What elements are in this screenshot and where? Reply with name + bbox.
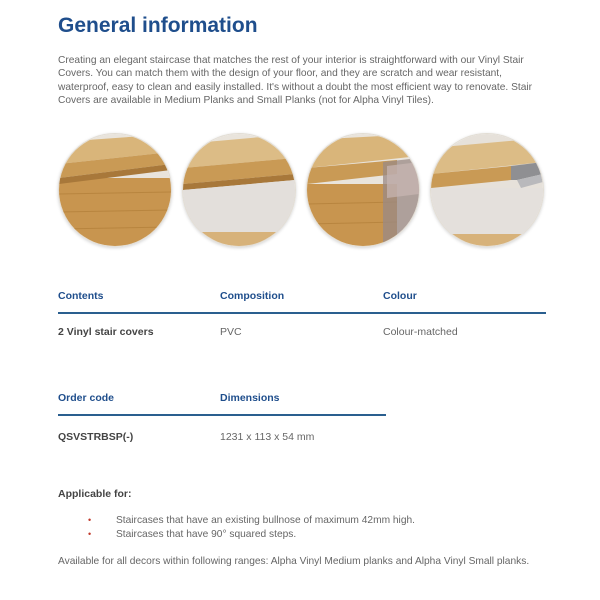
contents-table-divider — [58, 312, 546, 314]
list-item — [58, 514, 415, 528]
intro-paragraph: Creating an elegant staircase that matches the rest of your interior is straightforward with our Vinyl Stair Covers. You can match them with the design of your floor, and they are scratch and wear resistant, waterproof, easy to clean and easily installed. It's without a doubt the most efficient way to renovate. Stair Covers are available in Medium Planks and Small Planks (not for Alpha Vinyl Tiles). — [58, 55, 533, 107]
list-item-text: Staircases that have an existing bullnose of maximum 42mm high. — [116, 515, 415, 526]
stair-photo-row — [58, 133, 548, 248]
composition-header: Composition — [220, 290, 285, 302]
contents-header: Contents — [58, 290, 104, 302]
contents-value: 2 Vinyl stair covers — [58, 326, 154, 338]
page-title: General information — [58, 14, 258, 37]
bullet-icon: • — [88, 528, 92, 539]
bullet-icon: • — [88, 515, 92, 525]
list-item — [58, 528, 415, 542]
applicable-list — [58, 514, 415, 541]
dimensions-header: Dimensions — [220, 392, 280, 404]
dimensions-value: 1231 x 113 x 54 mm — [220, 431, 315, 443]
order-code-value: QSVSTRBSP(-) — [58, 431, 134, 443]
composition-value: PVC — [220, 326, 242, 338]
availability-note: Available for all decors within following ranges: Alpha Vinyl Medium planks and Alpha Vinyl Small planks. — [58, 556, 530, 567]
order-code-header: Order code — [58, 392, 115, 404]
applicable-heading: Applicable for: — [58, 488, 132, 500]
stair-photo-nosing-profile — [430, 133, 544, 247]
stair-photo-white-riser — [182, 133, 296, 247]
list-item-text: Staircases that have 90° squared steps. — [116, 528, 297, 540]
colour-header: Colour — [383, 290, 417, 302]
stair-photo-wood-riser — [58, 133, 172, 247]
colour-value: Colour-matched — [383, 326, 458, 338]
stair-photo-glass-riser — [306, 133, 420, 247]
order-table-divider — [58, 414, 386, 416]
